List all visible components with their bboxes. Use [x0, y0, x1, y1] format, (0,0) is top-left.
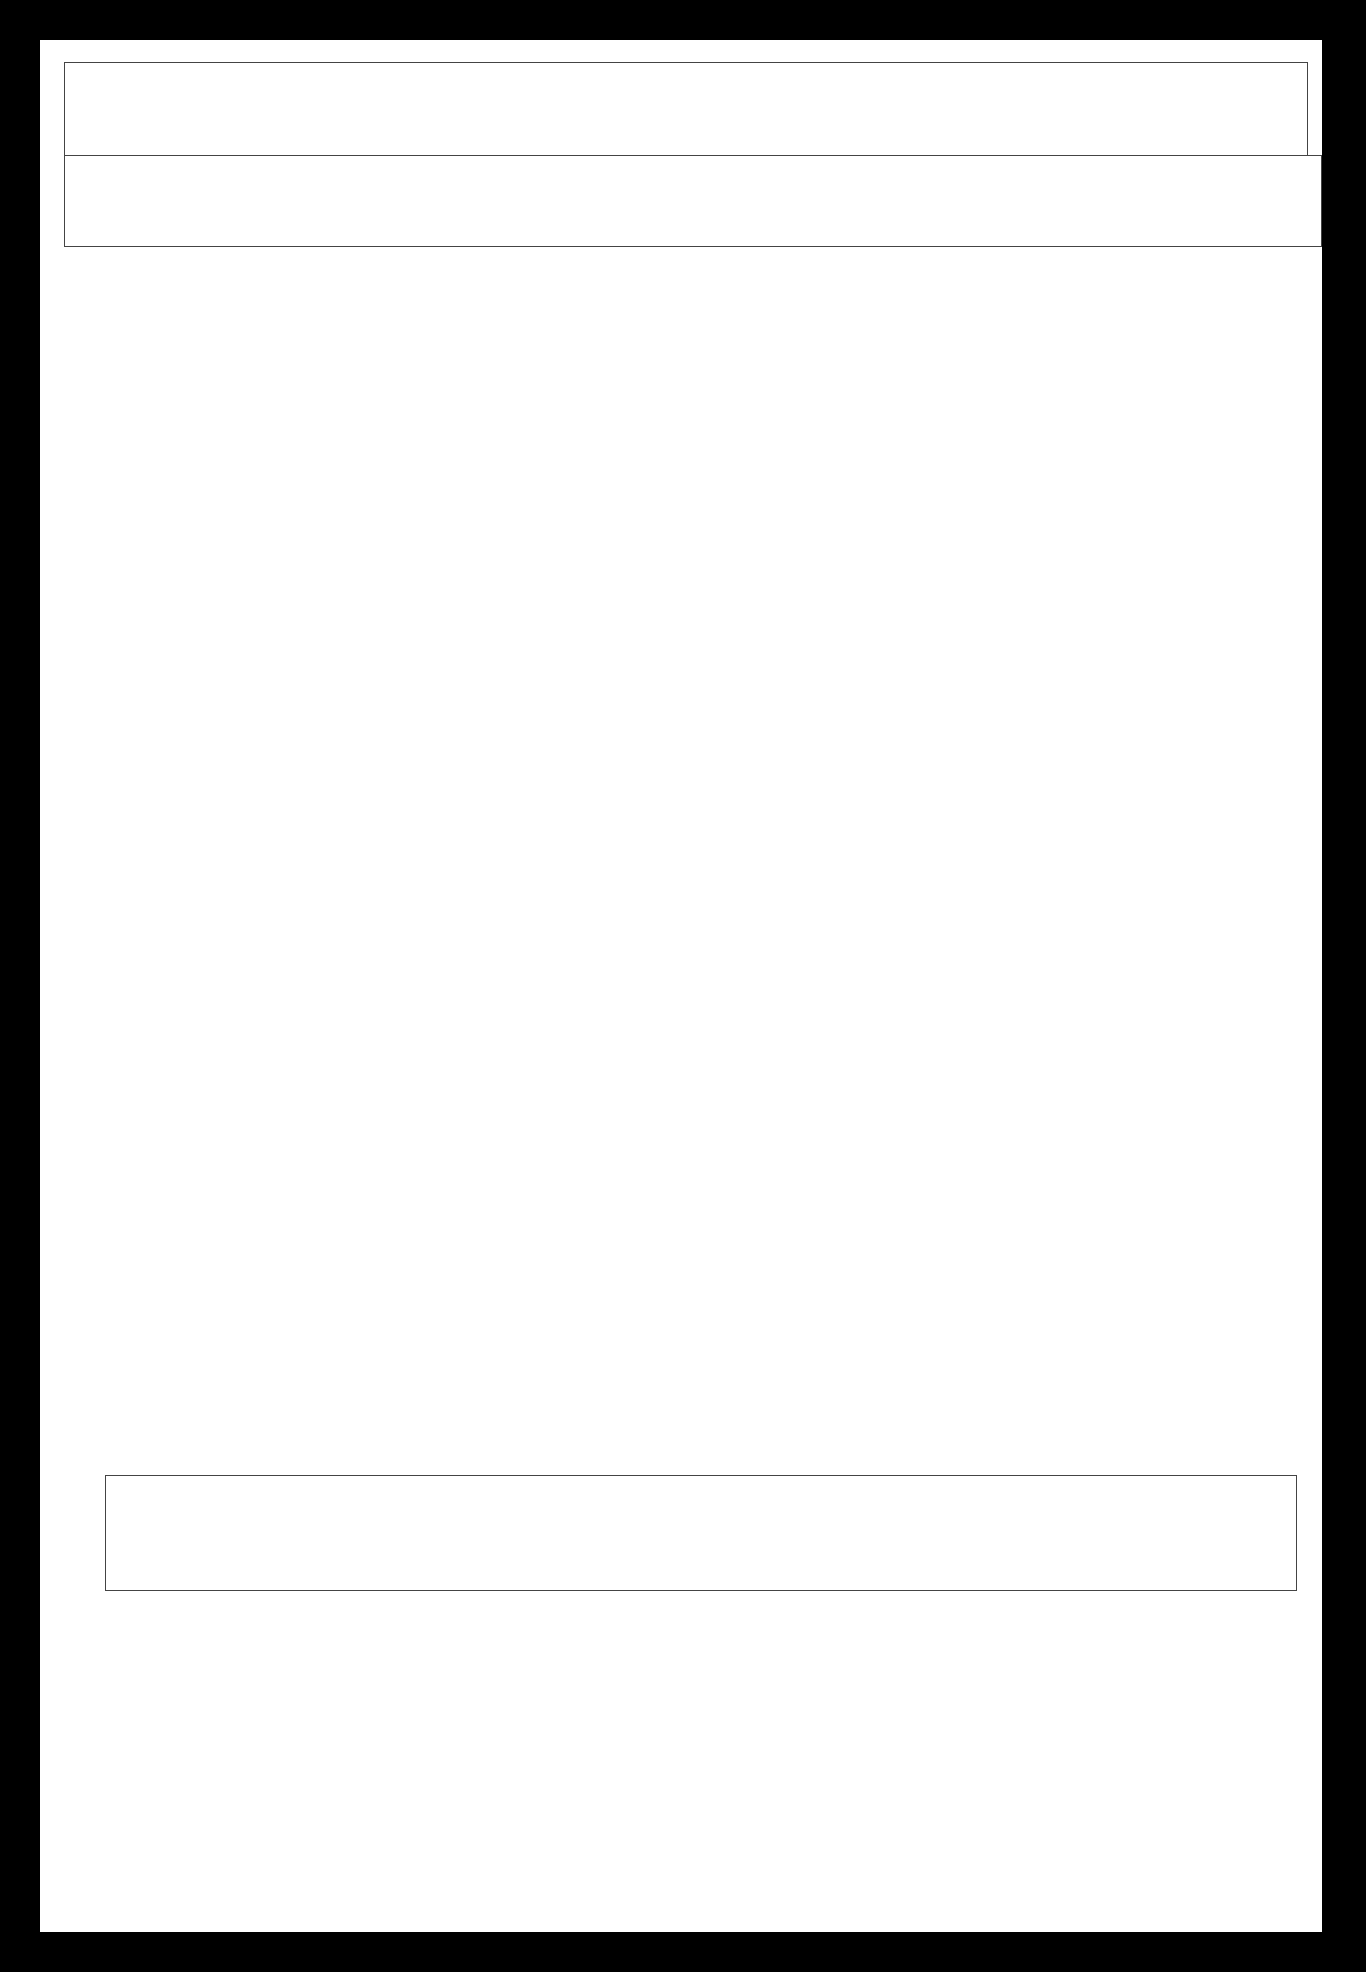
header-box-bottom [64, 155, 1322, 247]
decorative-border-left [0, 0, 40, 1972]
header-box-top [64, 62, 1308, 156]
decorative-border-top [0, 0, 1366, 40]
decorative-border-bottom [0, 1932, 1366, 1972]
prayer-box [105, 1475, 1297, 1591]
page-title [0, 392, 1366, 452]
decorative-border-right [1322, 0, 1366, 1972]
